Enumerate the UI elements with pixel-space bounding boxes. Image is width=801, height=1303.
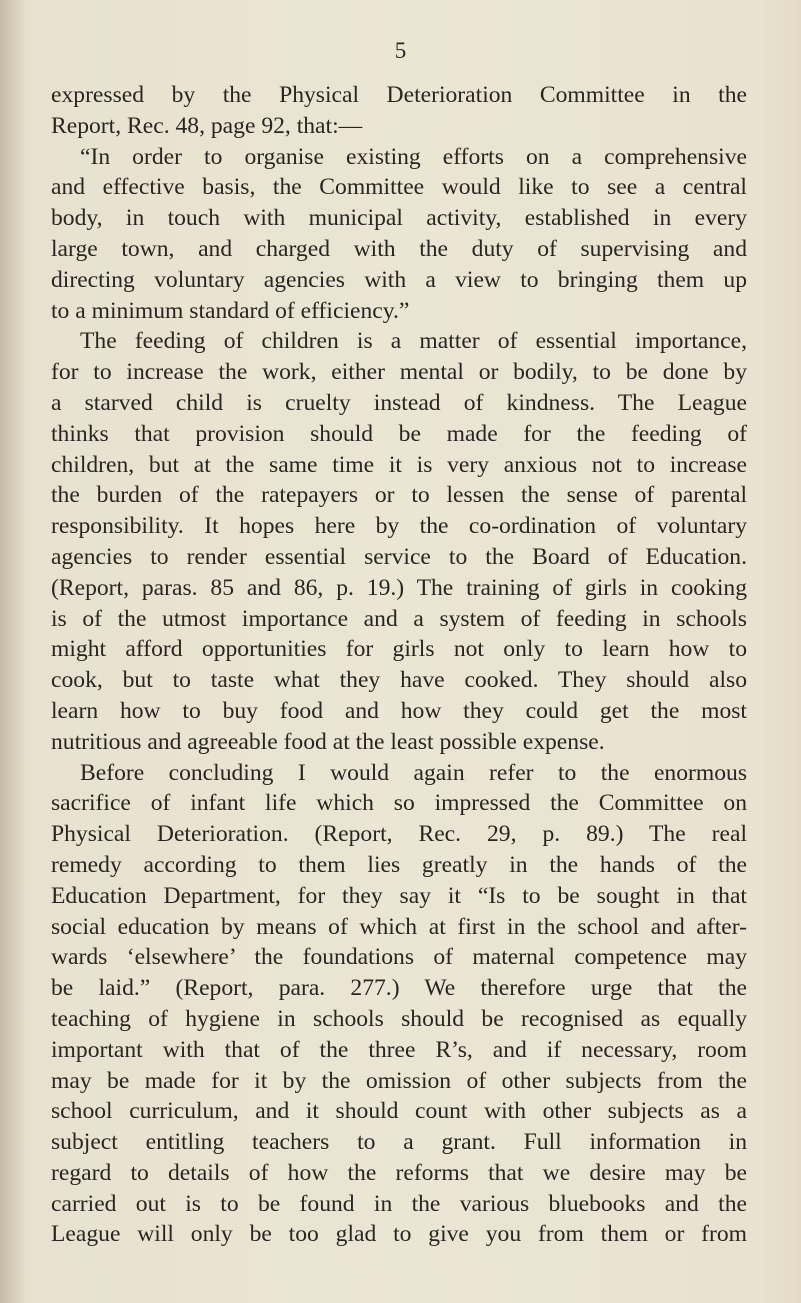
text-line: regard to details of how the reforms that we desire may be xyxy=(51,1159,747,1186)
text-line: sacrifice of infant life which so impressed the Committee on xyxy=(51,790,747,817)
text-line: Report, Rec. 48, page 92, that:— xyxy=(51,112,363,139)
text-line: learn how to buy food and how they could get the most xyxy=(51,697,747,724)
text-line: remedy according to them lies greatly in the hands of the xyxy=(51,851,747,878)
text-line: (Report, paras. 85 and 86, p. 19.) The training of girls in cooking xyxy=(51,574,747,601)
text-line: The feeding of children is a matter of essential importance, xyxy=(80,328,747,355)
text-line: agencies to render essential service to the Board of Education. xyxy=(51,543,747,570)
body-text xyxy=(51,80,747,1250)
text-line: expressed by the Physical Deterioration Committee in the xyxy=(51,82,747,108)
text-line: wards ‘elsewhere’ the foundations of maternal competence may xyxy=(51,944,747,971)
page-gutter-shadow xyxy=(0,0,26,1303)
text-line: be laid.” (Report, para. 277.) We therefore urge that the xyxy=(51,975,747,1002)
text-line: body, in touch with municipal activity, established in every xyxy=(51,205,747,232)
text-line: for to increase the work, either mental or bodily, to be done by xyxy=(51,359,747,386)
text-line: teaching of hygiene in schools should be recognised as equally xyxy=(51,1005,747,1032)
text-line: carried out is to be found in the various bluebooks and the xyxy=(51,1190,747,1217)
text-line: cook, but to taste what they have cooked. They should also xyxy=(51,667,747,694)
text-line: is of the utmost importance and a system of feeding in schools xyxy=(51,605,747,632)
text-line: subject entitling teachers to a grant. Full information in xyxy=(51,1129,747,1156)
text-line: children, but at the same time it is very anxious not to increase xyxy=(51,451,747,478)
text-line: and effective basis, the Committee would like to see a central xyxy=(51,174,747,201)
text-line: school curriculum, and it should count with other subjects as a xyxy=(51,1098,747,1125)
text-line: responsibility. It hopes here by the co-ordination of voluntary xyxy=(51,513,747,540)
text-line: Before concluding I would again refer to the enormous xyxy=(80,759,747,786)
page-number: 5 xyxy=(394,38,407,63)
text-line: thinks that provision should be made for the feeding of xyxy=(51,420,747,447)
text-line: a starved child is cruelty instead of kindness. The League xyxy=(51,389,747,416)
text-line: directing voluntary agencies with a view to bringing them up xyxy=(51,266,747,293)
text-line: Physical Deterioration. (Report, Rec. 29, p. 89.) The real xyxy=(51,821,747,848)
text-line: may be made for it by the omission of other subjects from the xyxy=(51,1067,747,1094)
text-line: important with that of the three R’s, and if necessary, room xyxy=(51,1036,747,1063)
text-line: social education by means of which at first in the school and after- xyxy=(51,913,747,940)
text-line: might afford opportunities for girls not only to learn how to xyxy=(51,636,747,663)
text-line: large town, and charged with the duty of supervising and xyxy=(51,235,747,262)
text-line: the burden of the ratepayers or to lessen the sense of parental xyxy=(51,482,747,509)
text-line: nutritious and agreeable food at the least possible expense. xyxy=(51,728,605,755)
text-line: to a minimum standard of efficiency.” xyxy=(51,297,410,324)
text-line: League will only be too glad to give you from them or from xyxy=(51,1221,747,1248)
text-line: Education Department, for they say it “Is to be sought in that xyxy=(51,882,747,909)
text-line: “In order to organise existing efforts on a comprehensive xyxy=(80,143,747,170)
